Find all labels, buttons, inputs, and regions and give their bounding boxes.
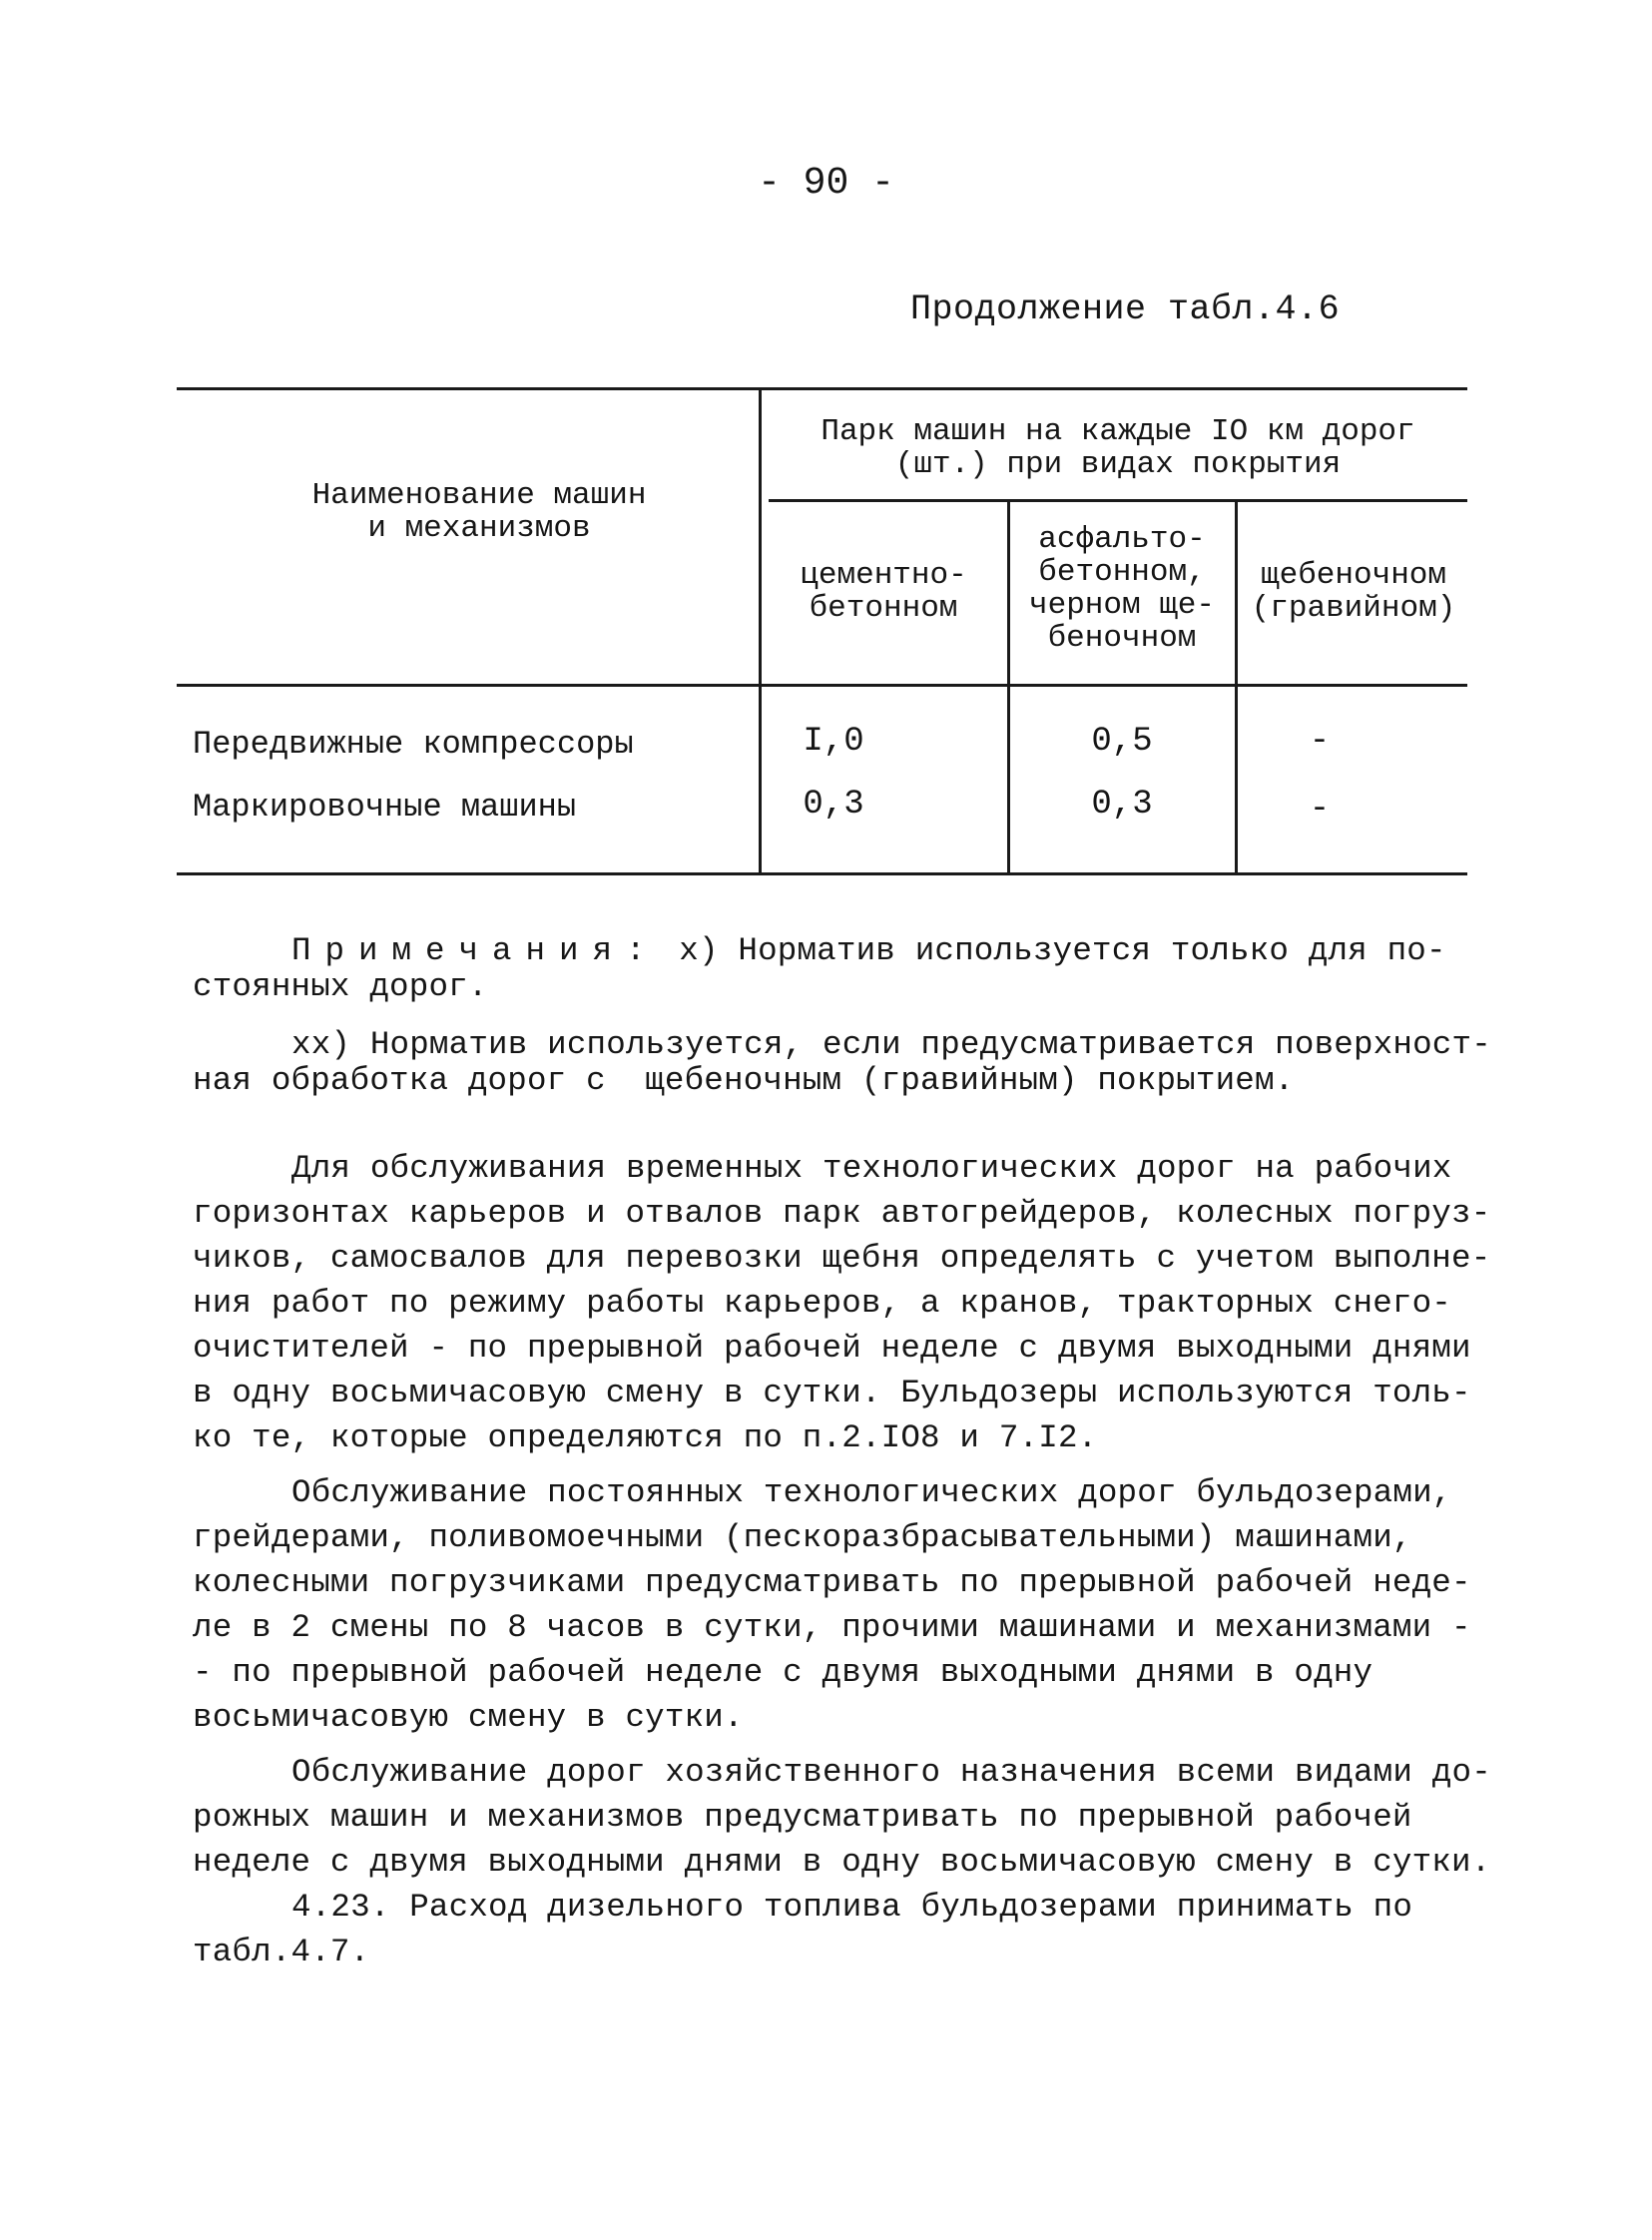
page-number: - 90 -	[758, 162, 894, 205]
header-bottom-rule	[177, 684, 1467, 687]
paragraph-line: ния работ по режиму работы карьеров, а кранов, тракторных снего-	[193, 1285, 1452, 1322]
col-divider-1	[759, 387, 762, 872]
paragraph-line: восьмичасовую смену в сутки.	[193, 1699, 744, 1736]
note-2-line-1: хх) Норматив используется, если предусматривается поверхност-	[291, 1026, 1491, 1063]
table-bottom-rule	[177, 872, 1467, 875]
row-value: -	[1309, 723, 1331, 761]
row-name-marking-machines: Маркировочные машины	[193, 789, 577, 826]
paragraph-line: очистителей - по прерывной рабочей неделе с двумя выходными днями	[193, 1330, 1471, 1367]
row-value: 0,3	[1091, 786, 1153, 824]
paragraph-line: 4.23. Расход дизельного топлива бульдозерами принимать по	[291, 1889, 1413, 1926]
table-caption: Продолжение табл.4.6	[910, 289, 1341, 329]
paragraph-line: горизонтах карьеров и отвалов парк автогрейдеров, колесных погруз-	[193, 1195, 1491, 1232]
table-top-rule	[177, 387, 1467, 390]
paragraph-line: рожных машин и механизмов предусматривать по прерывной рабочей	[193, 1799, 1412, 1836]
paragraph-line: колесными погрузчиками предусматривать по прерывной рабочей неде-	[193, 1564, 1471, 1601]
note-2-line-2: ная обработка дорог с щебеночным (гравийным) покрытием.	[193, 1062, 1295, 1099]
paragraph-line: в одну восьмичасовую смену в сутки. Бульдозеры используются толь-	[193, 1375, 1471, 1411]
column-group-header: Парк машин на каждые IO км дорог (шт.) при видах покрытия	[821, 414, 1415, 482]
notes-label: Примечания:	[291, 932, 660, 969]
group-header-rule	[769, 499, 1467, 502]
paragraph-line: чиков, самосвалов для перевозки щебня определять с учетом выполне-	[193, 1240, 1491, 1277]
row-value: 0,3	[803, 786, 864, 824]
note-1-text: х) Норматив используется только для по-	[659, 932, 1446, 969]
column-header-name: Наименование машин и механизмов	[311, 478, 647, 546]
paragraph-line: грейдерами, поливомоечными (пескоразбрасывательными) машинами,	[193, 1519, 1412, 1556]
paragraph-line: ко те, которые определяются по п.2.IO8 и 7.I2.	[193, 1419, 1098, 1456]
paragraph-line: Обслуживание дорог хозяйственного назначения всеми видами до-	[291, 1754, 1491, 1791]
paragraph-line: табл.4.7.	[193, 1934, 370, 1970]
paragraph-line: ле в 2 смены по 8 часов в сутки, прочими машинами и механизмами -	[193, 1609, 1471, 1646]
col-divider-3	[1235, 499, 1238, 872]
row-name-compressors: Передвижные компрессоры	[193, 726, 634, 763]
subheader-cement: цементно- бетонном	[800, 558, 967, 626]
subheader-asphalt: асфальто- бетонном, черном ще- беночном	[1028, 522, 1216, 656]
paragraph-line: Для обслуживания временных технологических дорог на рабочих	[291, 1150, 1452, 1187]
note-1-continuation: стоянных дорог.	[193, 968, 488, 1005]
paragraph-line: - по прерывной рабочей неделе с двумя выходными днями в одну	[193, 1654, 1374, 1691]
row-value: -	[1309, 791, 1331, 829]
subheader-gravel: щебеночном (гравийном)	[1251, 558, 1456, 626]
paragraph-line: Обслуживание постоянных технологических дорог бульдозерами,	[291, 1474, 1452, 1511]
row-value: 0,5	[1091, 723, 1153, 761]
row-value: I,0	[803, 723, 864, 761]
paragraph-line: неделе с двумя выходными днями в одну восьмичасовую смену в сутки.	[193, 1844, 1491, 1881]
